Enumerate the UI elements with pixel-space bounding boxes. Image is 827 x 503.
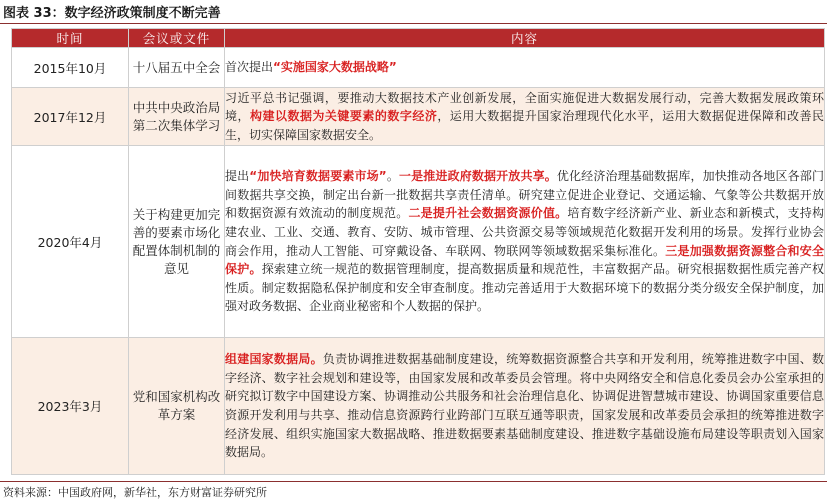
content-highlight: 三是加强数据资源整合和安全保护。	[225, 243, 824, 277]
content-text: ，运用大数据提升国家治理现代化水平，运用大数据促进保障和改善民生，切实保障国家数据安全。	[225, 109, 824, 142]
content-text: 习近平总书记强调，要推动大数据技术产业创新发展，全面实施促进大数据发展行动，完善大数据发展政策环境，	[225, 90, 824, 124]
content-highlight: 组建国家数据局。	[225, 352, 323, 367]
content-highlight: 构建以数据为关键要素的数字经济	[249, 109, 438, 124]
content-highlight: 一是推进政府数据开放共享。	[398, 169, 557, 184]
row-conference: 十八届五中全会	[129, 48, 225, 88]
row-time: 2017年12月	[12, 88, 129, 146]
row-time: 2023年3月	[12, 338, 129, 475]
row-content	[225, 48, 825, 88]
row-conference: 党和国家机构改革方案	[129, 338, 225, 475]
table-row	[12, 338, 825, 475]
row-content	[225, 88, 825, 146]
content-text: 。	[386, 169, 399, 184]
header-content: 内容	[225, 29, 825, 48]
title-rule	[0, 23, 827, 24]
content-text: 首次提出	[225, 60, 274, 75]
table-row	[12, 88, 825, 146]
figure-title: 图表 33：数字经济政策制度不断完善	[3, 6, 221, 21]
row-time: 2015年10月	[12, 48, 129, 88]
source-note: 资料来源：中国政府网，新华社，东方财富证券研究所	[3, 486, 267, 499]
table-header-row	[12, 29, 825, 48]
content-highlight: “加快培育数据要素市场”	[249, 169, 387, 184]
content-text: 负责协调推进数据基础制度建设，统筹数据资源整合共享和开发利用，统筹推进数字中国、数字经济、数字社会规划和建设等，由国家发展和改革委员会管理。将中央网络安全和信息化委员会办公室承担的研究拟订数字中国建设方案、协调推动公共服务和社会治理信息化、协调促进智慧城市建设、协调国家重要信息资源开发利用与共享、推动信息资源跨行业跨部门互联互通等职责，国家发展和改革委员会承担的统筹推进数字经济发展、组织实施国家大数据战略、推进数据要素基础制度建设、推进数字基础设施布局建设等职责划入国家数据局。	[225, 352, 824, 460]
content-highlight: “实施国家大数据战略”	[273, 60, 397, 75]
content-text: 提出	[225, 169, 250, 184]
header-conference: 会议或文件	[129, 29, 225, 48]
row-conference: 中共中央政治局第二次集体学习	[129, 88, 225, 146]
content-text: 探索建立统一规范的数据管理制度，提高数据质量和规范性，丰富数据产品。研究根据数据性质完善产权性质。制定数据隐私保护制度和安全审查制度。推动完善适用于大数据环境下的数据分类分级安全保护制度，加强对政务数据、企业商业秘密和个人数据的保护。	[225, 262, 824, 314]
row-content	[225, 146, 825, 338]
row-content	[225, 338, 825, 475]
table-row	[12, 48, 825, 88]
source-rule	[0, 481, 827, 482]
content-text: 优化经济治理基础数据库，加快推动各地区各部门间数据共享交换，制定出台新一批数据共享责任清单。研究建立促进企业登记、交通运输、气象等公共数据开放和数据资源有效流动的制度规范。	[225, 169, 824, 221]
policy-table	[11, 28, 825, 475]
content-highlight: 二是提升社会数据资源价值。	[408, 206, 568, 221]
content-text: 培育数字经济新产业、新业态和新模式，支持构建农业、工业、交通、教育、安防、城市管理、公共资源交易等领域规范化数据开发利用的场景。发挥行业协会商会作用，推动人工智能、可穿戴设备、车联网、物联网等领域数据采集标准化。	[225, 206, 824, 258]
row-conference: 关于构建更加完善的要素市场化配置体制机制的意见	[129, 146, 225, 338]
table-row	[12, 146, 825, 338]
row-time: 2020年4月	[12, 146, 129, 338]
header-time: 时间	[12, 29, 129, 48]
